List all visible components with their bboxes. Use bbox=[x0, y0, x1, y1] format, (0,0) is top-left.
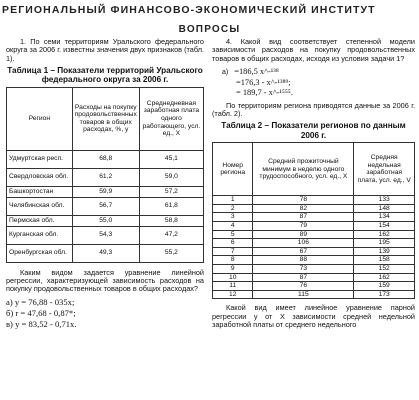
table-cell: 162 bbox=[354, 230, 415, 239]
formula-option-b bbox=[236, 78, 415, 88]
table-cell: 12 bbox=[213, 290, 253, 299]
question-2-text: Каким видом задается уравнение линейной регрессии, характеризующей зависимость расходов на покупку продовольственных товаров в общих расходах? bbox=[6, 267, 204, 294]
table-2 bbox=[212, 142, 415, 299]
table-row bbox=[213, 273, 415, 282]
table-row bbox=[213, 239, 415, 248]
table-row bbox=[7, 168, 204, 186]
table-cell: Челябинская обл. bbox=[7, 197, 73, 215]
table-cell: 88 bbox=[253, 256, 354, 265]
table-cell: 45,1 bbox=[139, 150, 203, 168]
table-cell: 2 bbox=[213, 204, 253, 213]
table-cell: 152 bbox=[354, 265, 415, 274]
question-5-text: По территориям региона приводятся данные за 2006 г. (табл. 2). bbox=[212, 100, 415, 119]
table-1-title: Таблица 1 – Показатели территорий Уральского федерального округа за 2006 г. bbox=[7, 65, 203, 85]
table-2-header-minimum: Средний прожиточный минимум в неделю одного трудоспособного, усл. ед., X bbox=[253, 143, 354, 196]
table-cell: 76 bbox=[253, 282, 354, 291]
table-cell: 61,8 bbox=[139, 197, 203, 215]
table-cell: 148 bbox=[354, 204, 415, 213]
table-cell: 78 bbox=[253, 196, 354, 205]
table-2-header-wage: Средняя недельная заработная плата, усл. ед., V bbox=[354, 143, 415, 196]
table-2-header-row bbox=[213, 143, 415, 196]
table-row bbox=[7, 215, 204, 226]
table-1-header-region: Регион bbox=[7, 87, 73, 150]
table-cell: 61,2 bbox=[72, 168, 139, 186]
table-cell: 58,8 bbox=[139, 215, 203, 226]
table-cell: 139 bbox=[354, 247, 415, 256]
table-cell: Свердловская обл. bbox=[7, 168, 73, 186]
table-cell: 134 bbox=[354, 213, 415, 222]
table-1 bbox=[6, 87, 204, 263]
table-cell: 59,0 bbox=[139, 168, 203, 186]
answer-option-b: б) r = 47,68 - 0,87*; bbox=[6, 307, 76, 318]
table-cell: 133 bbox=[354, 196, 415, 205]
table-cell: 67 bbox=[253, 247, 354, 256]
table-cell: 89 bbox=[253, 230, 354, 239]
table-row bbox=[213, 196, 415, 205]
table-cell: 73 bbox=[253, 265, 354, 274]
table-cell: 1 bbox=[213, 196, 253, 205]
table-row bbox=[213, 290, 415, 299]
table-cell: Курганская обл. bbox=[7, 226, 73, 244]
table-row bbox=[213, 256, 415, 265]
left-column bbox=[6, 38, 204, 330]
table-cell: 4 bbox=[213, 222, 253, 231]
table-cell: Пермская обл. bbox=[7, 215, 73, 226]
table-row bbox=[7, 244, 204, 262]
table-cell: 87 bbox=[253, 213, 354, 222]
table-cell: 47,2 bbox=[139, 226, 203, 244]
table-row bbox=[213, 282, 415, 291]
table-cell: 11 bbox=[213, 282, 253, 291]
table-2-title: Таблица 2 – Показатели регионов по данным 2006 г. bbox=[221, 121, 406, 140]
formula-text: =186,5 x^-¹³⁸ bbox=[234, 66, 279, 76]
answer-option-a: а) y = 76,88 - 035x; bbox=[6, 296, 75, 307]
table-cell: 87 bbox=[253, 273, 354, 282]
table-row bbox=[7, 150, 204, 168]
question-4-text: 4. Какой вид соответствует степенной модели зависимости расходов на покупку продовольственных товаров в общих расходах, исходя из условия задачи 1? bbox=[212, 37, 415, 63]
table-cell: 173 bbox=[354, 290, 415, 299]
table-cell: 82 bbox=[253, 204, 354, 213]
table-row bbox=[213, 230, 415, 239]
table-row bbox=[213, 222, 415, 231]
section-title: ВОПРОСЫ bbox=[178, 24, 241, 35]
question-1-text: 1. По семи территориям Уральского федерального округа за 2006 г. известны значения двух признаков (табл. 1). bbox=[6, 37, 204, 63]
table-cell: 195 bbox=[354, 239, 415, 248]
formula-label: а) bbox=[222, 68, 229, 76]
table-cell: 159 bbox=[354, 282, 415, 291]
right-column bbox=[212, 38, 415, 329]
table-2-header-number: Номер региона bbox=[213, 143, 253, 196]
table-row bbox=[213, 204, 415, 213]
table-1-header-expenses: Расходы на покупку продовольственных товаров в общих расходах, %, y bbox=[72, 87, 139, 150]
table-cell: 7 bbox=[213, 247, 253, 256]
table-row bbox=[7, 226, 204, 244]
table-row bbox=[7, 197, 204, 215]
table-cell: 59,9 bbox=[72, 186, 139, 197]
table-cell: Удмуртская респ. bbox=[7, 150, 73, 168]
table-row bbox=[213, 265, 415, 274]
question-6-text: Какой вид имеет линейное уравнение парной регрессии y от X зависимости средней недельной заработной платы от среднего недельного bbox=[212, 303, 415, 330]
table-cell: 49,3 bbox=[72, 244, 139, 262]
table-cell: 10 bbox=[213, 273, 253, 282]
table-cell: 106 bbox=[253, 239, 354, 248]
table-cell: 56,7 bbox=[72, 197, 139, 215]
table-cell: Башкортостан bbox=[7, 186, 73, 197]
institute-title: РЕГИОНАЛЬНЫЙ ФИНАНСОВО-ЭКОНОМИЧЕСКИЙ ИНСТИТУТ bbox=[2, 4, 376, 16]
formula-option-c bbox=[236, 88, 415, 98]
table-cell: 115 bbox=[253, 290, 354, 299]
table-cell: 3 bbox=[213, 213, 253, 222]
table-cell: 57,2 bbox=[139, 186, 203, 197]
table-cell: 9 bbox=[213, 265, 253, 274]
table-row bbox=[213, 213, 415, 222]
table-cell: 68,8 bbox=[72, 150, 139, 168]
table-cell: 54,3 bbox=[72, 226, 139, 244]
table-1-header-row bbox=[7, 87, 204, 150]
table-cell: 158 bbox=[354, 256, 415, 265]
table-cell: 79 bbox=[253, 222, 354, 231]
table-cell: 8 bbox=[213, 256, 253, 265]
table-row bbox=[7, 186, 204, 197]
table-cell: Оренбургская обл. bbox=[7, 244, 73, 262]
answer-option-c: в) y = 83,52 - 0,71x. bbox=[6, 318, 77, 329]
table-cell: 6 bbox=[213, 239, 253, 248]
table-row bbox=[213, 247, 415, 256]
table-cell: 154 bbox=[354, 222, 415, 231]
table-cell: 5 bbox=[213, 230, 253, 239]
table-cell: 55,2 bbox=[139, 244, 203, 262]
table-cell: 55,0 bbox=[72, 215, 139, 226]
table-cell: 162 bbox=[354, 273, 415, 282]
formula-option-a bbox=[222, 67, 415, 78]
formula-text: = 189,7 - x^-¹⁵⁵⁵. bbox=[236, 87, 293, 97]
table-1-header-wage: Среднедневная заработная плата одного работающего, усл. ед., X bbox=[139, 87, 203, 150]
formula-text: =176,3 - x^-¹³⁸⁹; bbox=[236, 77, 291, 87]
